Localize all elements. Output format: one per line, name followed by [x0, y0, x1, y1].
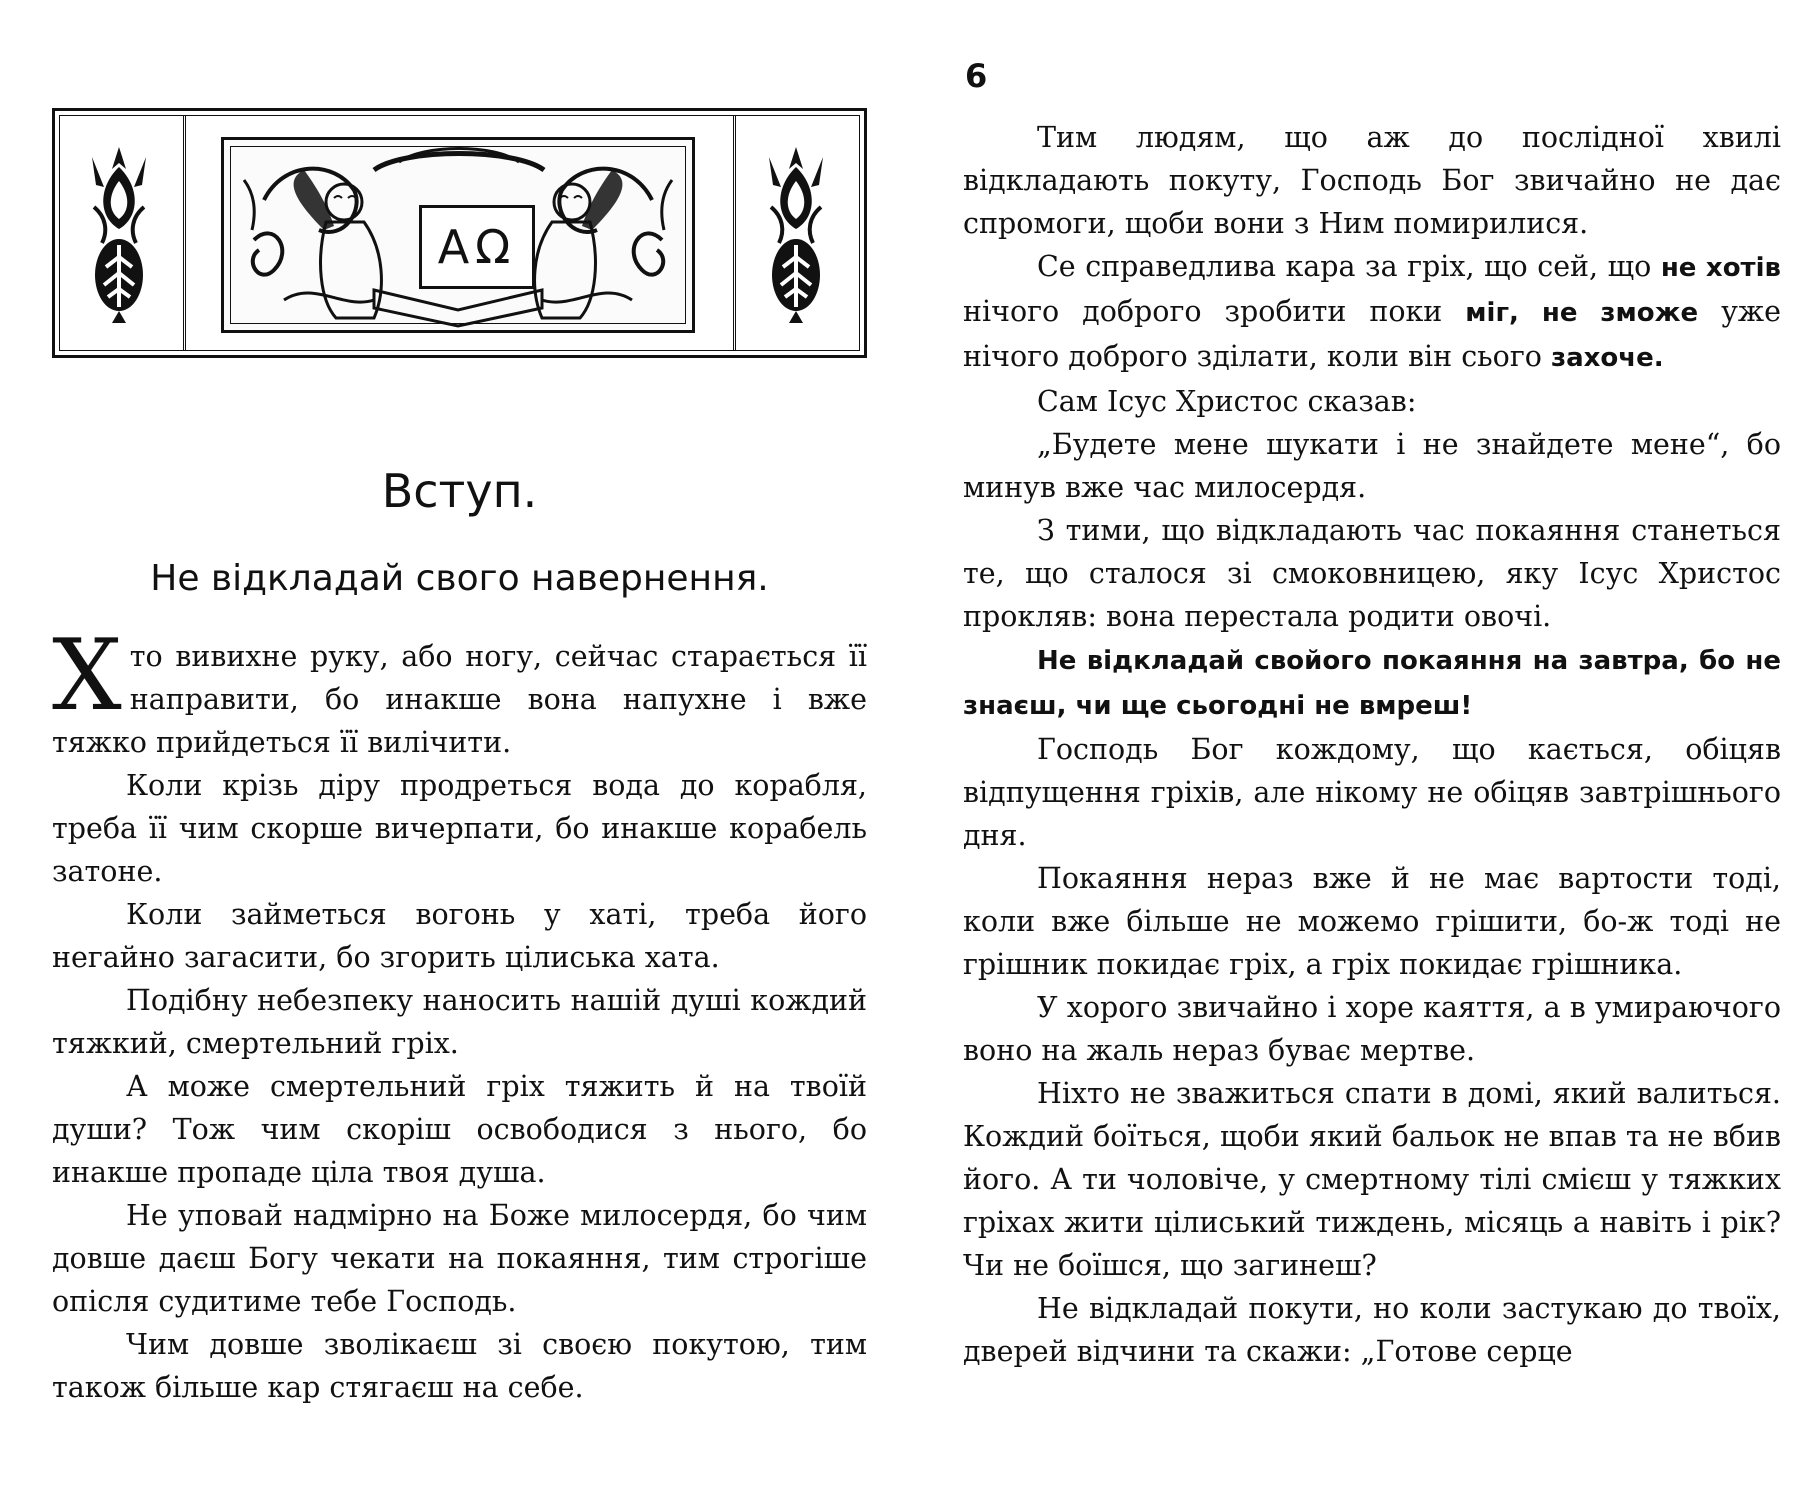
- paragraph: Коли займеться вогонь у хаті, треба його негайно загасити, бо згорить цілиська хата.: [52, 898, 867, 974]
- left-page: [52, 108, 867, 1409]
- subtitle: Не відкладай свого навернення.: [150, 558, 769, 599]
- floral-ornament-icon: [86, 147, 152, 323]
- paragraph: Не відкладай покути, но коли застукаю до твоїх, дверей відчини та скажи: „Готове серце: [963, 1292, 1781, 1368]
- page-number: 6: [965, 57, 988, 95]
- paragraph: Покаяння нераз вже й не має вартости тоді, коли вже більше не можемо грішити, бо-ж тоді не грішник покидає гріх, а гріх покидає грішника.: [963, 862, 1781, 981]
- drop-cap: Х: [52, 619, 122, 733]
- paragraph: Подібну небезпеку наносить нашій душі кождий тяжкий, смертельний гріх.: [52, 984, 867, 1060]
- paragraph: Чим довше зволікаєш зі своєю покутою, тим також більше кар стягаєш на себе.: [52, 1328, 867, 1404]
- paragraph: З тими, що відкладають час покаяння станеться те, що сталося зі смоковницею, яку Ісус Христос прокляв: вона перестала родити овочі.: [963, 514, 1781, 633]
- paragraph-text: то вивихне руку, або ногу, сейчас старається її направити, бо инакше вона напухне і вже тяжко прийдеться її вилічити.: [52, 640, 867, 759]
- ornamental-banner: [52, 108, 867, 358]
- paragraph-text: Се справедлива кара за гріх, що сей, що: [1037, 250, 1661, 283]
- alpha-omega-letters: AΩ: [419, 205, 535, 289]
- paragraph: [963, 245, 1781, 380]
- bold-text: не хотів: [1660, 253, 1781, 283]
- paragraph: Ніхто не зважиться спати в домі, який валиться. Кождий боїться, щоби який бальок не впав та не вбив його. А ти чоловіче, у смертному тілі смієш у тяжких гріхах жити цілиський тиждень, місяць а навіть і рік? Чи не боїшся, що загинеш?: [963, 1077, 1781, 1282]
- paragraph: „Будете мене шукати і не знайдете мене“, бо минув вже час милосердя.: [963, 428, 1781, 504]
- paragraph: Сам Ісус Христос сказав:: [1037, 385, 1417, 418]
- floral-ornament-icon: [763, 147, 829, 323]
- paragraph: Господь Бог кождому, що кається, обіцяв відпущення гріхів, але нікому не обіцяв завтрішнього дня.: [963, 733, 1781, 852]
- paragraph: Не уповай надмірно на Боже милосердя, бо чим довше даєш Богу чекати на покаяння, тим строгіше опісля судитиме тебе Господь.: [52, 1199, 867, 1318]
- right-ornament-panel: [733, 115, 860, 351]
- left-ornament-panel: [59, 115, 186, 351]
- paragraph: [52, 619, 867, 764]
- paragraph: Тим людям, що аж до послідної хвилі відкладають покуту, Господь Бог звичайно не дає спромоги, щоби вони з Ним помирилися.: [963, 121, 1781, 240]
- bold-text: міг, не зможе: [1465, 298, 1699, 328]
- paragraph: Коли крізь діру продреться вода до корабля, треба її чим скорше вичерпати, бо инакше корабель затоне.: [52, 769, 867, 888]
- paragraph-text: нічого доброго зробити поки: [963, 295, 1466, 328]
- paragraph: У хорого звичайно і хоре каяття, а в умираючого воно на жаль нераз буває мертве.: [963, 991, 1781, 1067]
- paragraph: А може смертельний гріх тяжить й на твоїй души? Тож чим скоріш освободися з нього, бо инакше пропаде ціла твоя душа.: [52, 1070, 867, 1189]
- alpha-omega-emblem: [221, 137, 695, 333]
- section-title: Вступ.: [381, 464, 538, 518]
- left-page-body: [52, 619, 867, 1409]
- bold-text: захоче.: [1551, 343, 1664, 373]
- paragraph-text: уже нічого доброго зділати, коли він сього: [963, 295, 1781, 373]
- right-page: [963, 56, 1781, 1373]
- bold-text: Не відкладай свойого покаяння на завтра, бо не знаєш, чи ще сьогодні не вмреш!: [963, 646, 1781, 721]
- right-page-body: [963, 116, 1781, 1373]
- paragraph: [963, 638, 1781, 728]
